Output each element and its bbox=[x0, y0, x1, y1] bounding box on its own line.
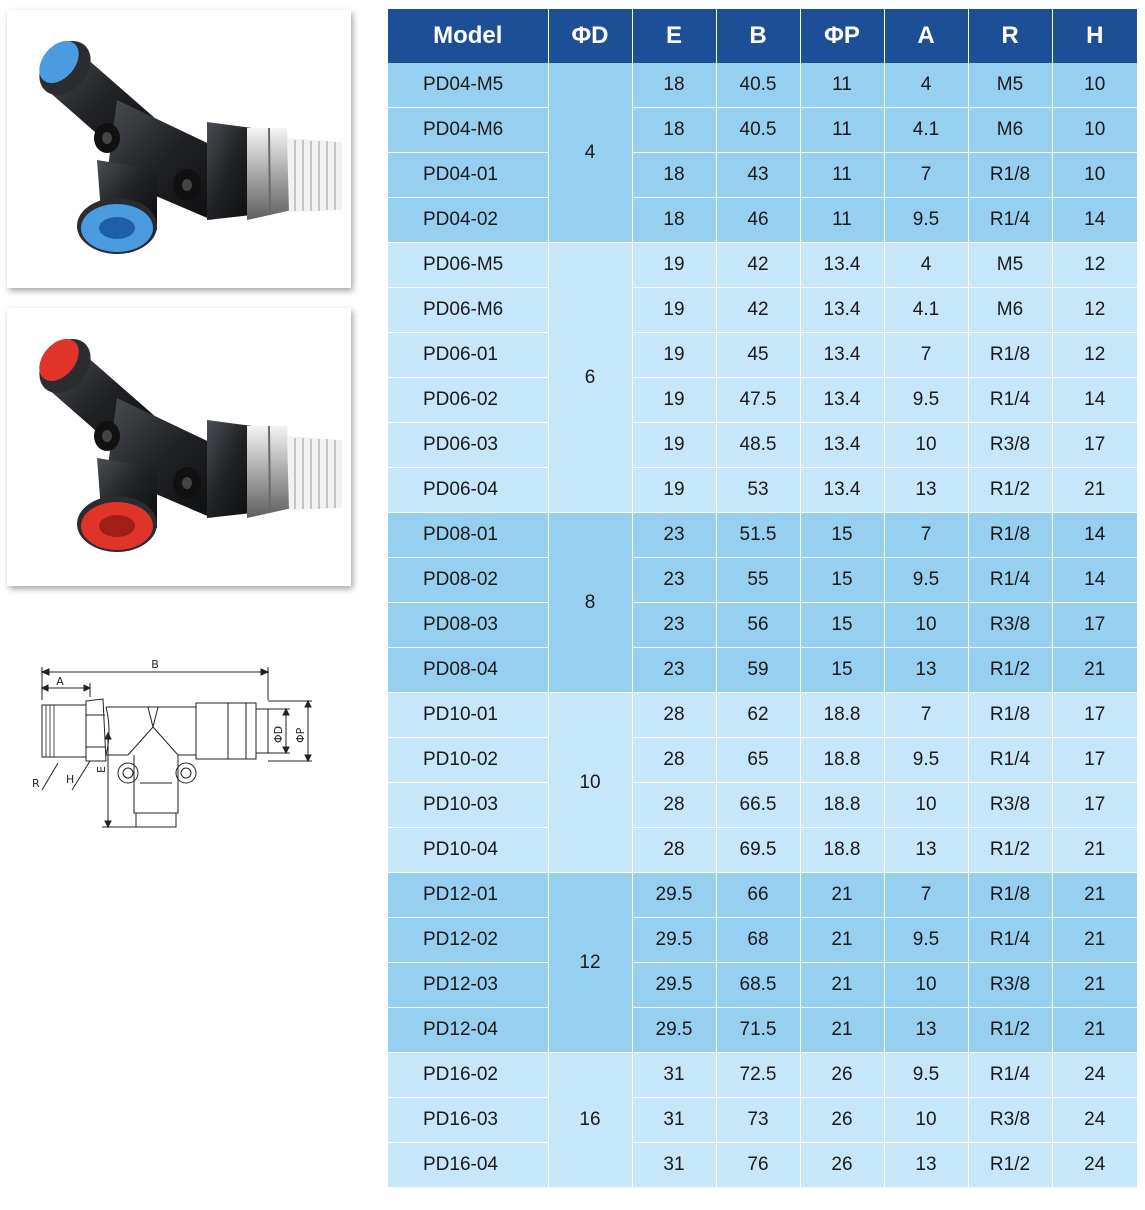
cell-a: 7 bbox=[884, 873, 968, 918]
diagram-label-p: ΦP bbox=[294, 727, 307, 743]
cell-r: R1/8 bbox=[968, 513, 1052, 558]
cell-model: PD10-02 bbox=[388, 738, 548, 783]
cell-a: 9.5 bbox=[884, 558, 968, 603]
cell-p: 15 bbox=[800, 603, 884, 648]
cell-model: PD06-03 bbox=[388, 423, 548, 468]
cell-b: 40.5 bbox=[716, 63, 800, 108]
cell-b: 66.5 bbox=[716, 783, 800, 828]
cell-e: 19 bbox=[632, 288, 716, 333]
cell-e: 23 bbox=[632, 603, 716, 648]
cell-model: PD04-M5 bbox=[388, 63, 548, 108]
cell-h: 14 bbox=[1052, 558, 1137, 603]
cell-h: 14 bbox=[1052, 198, 1137, 243]
cell-e: 18 bbox=[632, 153, 716, 198]
diagram-label-b: B bbox=[151, 658, 159, 671]
cell-p: 15 bbox=[800, 513, 884, 558]
cell-r: R1/4 bbox=[968, 738, 1052, 783]
cell-b: 68.5 bbox=[716, 963, 800, 1008]
cell-model: PD08-01 bbox=[388, 513, 548, 558]
cell-p: 13.4 bbox=[800, 333, 884, 378]
specification-table bbox=[388, 9, 1137, 1188]
cell-e: 31 bbox=[632, 1143, 716, 1188]
cell-r: R1/4 bbox=[968, 1053, 1052, 1098]
cell-e: 28 bbox=[632, 783, 716, 828]
cell-b: 66 bbox=[716, 873, 800, 918]
cell-model: PD12-02 bbox=[388, 918, 548, 963]
cell-p: 21 bbox=[800, 963, 884, 1008]
cell-p: 13.4 bbox=[800, 243, 884, 288]
table-row bbox=[388, 63, 1137, 108]
table-row bbox=[388, 198, 1137, 243]
cell-a: 7 bbox=[884, 513, 968, 558]
cell-r: R3/8 bbox=[968, 963, 1052, 1008]
cell-p: 18.8 bbox=[800, 693, 884, 738]
header-d: ΦD bbox=[548, 9, 632, 63]
cell-model: PD16-04 bbox=[388, 1143, 548, 1188]
cell-model: PD08-03 bbox=[388, 603, 548, 648]
cell-e: 18 bbox=[632, 63, 716, 108]
table-row bbox=[388, 288, 1137, 333]
cell-model: PD04-02 bbox=[388, 198, 548, 243]
cell-p: 18.8 bbox=[800, 738, 884, 783]
cell-h: 17 bbox=[1052, 603, 1137, 648]
table-row bbox=[388, 738, 1137, 783]
cell-b: 47.5 bbox=[716, 378, 800, 423]
table-row bbox=[388, 513, 1137, 558]
cell-e: 19 bbox=[632, 378, 716, 423]
cell-e: 19 bbox=[632, 243, 716, 288]
cell-r: R3/8 bbox=[968, 423, 1052, 468]
cell-h: 24 bbox=[1052, 1143, 1137, 1188]
cell-r: R1/2 bbox=[968, 648, 1052, 693]
dimension-drawing bbox=[28, 655, 328, 835]
cell-model: PD04-M6 bbox=[388, 108, 548, 153]
cell-e: 28 bbox=[632, 828, 716, 873]
cell-model: PD08-02 bbox=[388, 558, 548, 603]
cell-h: 12 bbox=[1052, 288, 1137, 333]
cell-r: M6 bbox=[968, 108, 1052, 153]
cell-b: 68 bbox=[716, 918, 800, 963]
cell-e: 29.5 bbox=[632, 963, 716, 1008]
header-b: B bbox=[716, 9, 800, 63]
cell-h: 14 bbox=[1052, 378, 1137, 423]
cell-r: R1/4 bbox=[968, 558, 1052, 603]
cell-e: 19 bbox=[632, 333, 716, 378]
cell-e: 31 bbox=[632, 1098, 716, 1143]
cell-d-group: 4 bbox=[548, 63, 632, 243]
cell-e: 29.5 bbox=[632, 918, 716, 963]
cell-b: 53 bbox=[716, 468, 800, 513]
cell-e: 29.5 bbox=[632, 873, 716, 918]
cell-h: 12 bbox=[1052, 243, 1137, 288]
cell-r: R1/4 bbox=[968, 378, 1052, 423]
cell-r: R3/8 bbox=[968, 603, 1052, 648]
cell-h: 10 bbox=[1052, 108, 1137, 153]
cell-model: PD10-03 bbox=[388, 783, 548, 828]
table-row bbox=[388, 1008, 1137, 1053]
cell-r: R3/8 bbox=[968, 783, 1052, 828]
cell-h: 12 bbox=[1052, 333, 1137, 378]
table-row bbox=[388, 783, 1137, 828]
table-row bbox=[388, 468, 1137, 513]
cell-b: 46 bbox=[716, 198, 800, 243]
cell-e: 28 bbox=[632, 693, 716, 738]
table-row bbox=[388, 153, 1137, 198]
cell-model: PD06-04 bbox=[388, 468, 548, 513]
cell-d-group: 12 bbox=[548, 873, 632, 1053]
cell-b: 73 bbox=[716, 1098, 800, 1143]
table-row bbox=[388, 873, 1137, 918]
cell-h: 17 bbox=[1052, 738, 1137, 783]
cell-p: 11 bbox=[800, 198, 884, 243]
cell-a: 9.5 bbox=[884, 378, 968, 423]
cell-a: 13 bbox=[884, 468, 968, 513]
cell-r: R1/2 bbox=[968, 1008, 1052, 1053]
cell-model: PD12-01 bbox=[388, 873, 548, 918]
cell-h: 17 bbox=[1052, 783, 1137, 828]
cell-a: 10 bbox=[884, 783, 968, 828]
cell-p: 15 bbox=[800, 648, 884, 693]
cell-h: 24 bbox=[1052, 1053, 1137, 1098]
cell-h: 21 bbox=[1052, 963, 1137, 1008]
cell-r: R1/4 bbox=[968, 918, 1052, 963]
cell-e: 29.5 bbox=[632, 1008, 716, 1053]
cell-b: 55 bbox=[716, 558, 800, 603]
cell-b: 69.5 bbox=[716, 828, 800, 873]
tee-fitting-drawing-icon bbox=[28, 655, 328, 835]
cell-d-group: 8 bbox=[548, 513, 632, 693]
tee-fitting-red-icon bbox=[7, 308, 351, 586]
table-header-row bbox=[388, 9, 1137, 63]
cell-e: 23 bbox=[632, 513, 716, 558]
cell-h: 21 bbox=[1052, 468, 1137, 513]
diagram-label-e: E bbox=[95, 766, 108, 773]
cell-d-group: 6 bbox=[548, 243, 632, 513]
cell-h: 10 bbox=[1052, 153, 1137, 198]
cell-a: 10 bbox=[884, 963, 968, 1008]
cell-b: 56 bbox=[716, 603, 800, 648]
cell-h: 14 bbox=[1052, 513, 1137, 558]
cell-p: 13.4 bbox=[800, 378, 884, 423]
cell-a: 7 bbox=[884, 333, 968, 378]
table-row bbox=[388, 963, 1137, 1008]
header-h: H bbox=[1052, 9, 1137, 63]
cell-model: PD16-02 bbox=[388, 1053, 548, 1098]
cell-r: R1/8 bbox=[968, 693, 1052, 738]
cell-r: R1/8 bbox=[968, 153, 1052, 198]
cell-a: 4.1 bbox=[884, 108, 968, 153]
cell-b: 40.5 bbox=[716, 108, 800, 153]
cell-e: 31 bbox=[632, 1053, 716, 1098]
cell-h: 10 bbox=[1052, 63, 1137, 108]
cell-p: 26 bbox=[800, 1098, 884, 1143]
cell-r: R1/2 bbox=[968, 468, 1052, 513]
cell-b: 65 bbox=[716, 738, 800, 783]
cell-d-group: 10 bbox=[548, 693, 632, 873]
cell-b: 48.5 bbox=[716, 423, 800, 468]
header-e: E bbox=[632, 9, 716, 63]
cell-model: PD08-04 bbox=[388, 648, 548, 693]
cell-r: R1/8 bbox=[968, 333, 1052, 378]
cell-a: 10 bbox=[884, 423, 968, 468]
cell-model: PD06-01 bbox=[388, 333, 548, 378]
header-model: Model bbox=[388, 9, 548, 63]
cell-model: PD06-M6 bbox=[388, 288, 548, 333]
cell-p: 11 bbox=[800, 63, 884, 108]
table-row bbox=[388, 603, 1137, 648]
cell-p: 13.4 bbox=[800, 288, 884, 333]
product-photo-red bbox=[7, 308, 351, 586]
table-row bbox=[388, 918, 1137, 963]
cell-e: 19 bbox=[632, 423, 716, 468]
cell-p: 13.4 bbox=[800, 423, 884, 468]
cell-b: 62 bbox=[716, 693, 800, 738]
cell-e: 28 bbox=[632, 738, 716, 783]
table-row bbox=[388, 828, 1137, 873]
table-row bbox=[388, 1098, 1137, 1143]
cell-b: 76 bbox=[716, 1143, 800, 1188]
table-row bbox=[388, 378, 1137, 423]
cell-a: 9.5 bbox=[884, 198, 968, 243]
cell-b: 43 bbox=[716, 153, 800, 198]
cell-a: 10 bbox=[884, 1098, 968, 1143]
cell-model: PD16-03 bbox=[388, 1098, 548, 1143]
cell-h: 21 bbox=[1052, 873, 1137, 918]
cell-model: PD04-01 bbox=[388, 153, 548, 198]
table-body bbox=[388, 63, 1137, 1188]
header-p: ΦP bbox=[800, 9, 884, 63]
cell-a: 9.5 bbox=[884, 918, 968, 963]
diagram-label-r: R bbox=[32, 777, 40, 790]
cell-p: 11 bbox=[800, 153, 884, 198]
cell-a: 4 bbox=[884, 243, 968, 288]
tee-fitting-blue-icon bbox=[7, 10, 351, 288]
cell-p: 11 bbox=[800, 108, 884, 153]
cell-p: 21 bbox=[800, 1008, 884, 1053]
cell-b: 42 bbox=[716, 243, 800, 288]
cell-r: R1/4 bbox=[968, 198, 1052, 243]
cell-a: 13 bbox=[884, 828, 968, 873]
cell-e: 18 bbox=[632, 108, 716, 153]
cell-e: 18 bbox=[632, 198, 716, 243]
table-row bbox=[388, 333, 1137, 378]
cell-b: 42 bbox=[716, 288, 800, 333]
cell-p: 18.8 bbox=[800, 783, 884, 828]
diagram-label-d: ΦD bbox=[272, 725, 285, 743]
cell-p: 21 bbox=[800, 918, 884, 963]
cell-b: 71.5 bbox=[716, 1008, 800, 1053]
cell-a: 7 bbox=[884, 693, 968, 738]
cell-a: 9.5 bbox=[884, 1053, 968, 1098]
product-photo-blue bbox=[7, 10, 351, 288]
cell-model: PD10-01 bbox=[388, 693, 548, 738]
cell-a: 13 bbox=[884, 1143, 968, 1188]
cell-h: 21 bbox=[1052, 1008, 1137, 1053]
header-r: R bbox=[968, 9, 1052, 63]
cell-e: 23 bbox=[632, 648, 716, 693]
cell-model: PD06-M5 bbox=[388, 243, 548, 288]
cell-a: 7 bbox=[884, 153, 968, 198]
cell-a: 4.1 bbox=[884, 288, 968, 333]
cell-a: 4 bbox=[884, 63, 968, 108]
table-row bbox=[388, 1053, 1137, 1098]
cell-h: 17 bbox=[1052, 693, 1137, 738]
cell-model: PD12-04 bbox=[388, 1008, 548, 1053]
cell-r: R1/8 bbox=[968, 873, 1052, 918]
cell-r: R1/2 bbox=[968, 828, 1052, 873]
diagram-label-h: H bbox=[66, 773, 75, 786]
cell-p: 26 bbox=[800, 1143, 884, 1188]
cell-r: R1/2 bbox=[968, 1143, 1052, 1188]
cell-a: 9.5 bbox=[884, 738, 968, 783]
cell-a: 13 bbox=[884, 648, 968, 693]
cell-d-group: 16 bbox=[548, 1053, 632, 1188]
table-row bbox=[388, 558, 1137, 603]
cell-r: M5 bbox=[968, 243, 1052, 288]
table-row bbox=[388, 243, 1137, 288]
cell-b: 59 bbox=[716, 648, 800, 693]
cell-p: 13.4 bbox=[800, 468, 884, 513]
cell-r: M6 bbox=[968, 288, 1052, 333]
cell-h: 21 bbox=[1052, 828, 1137, 873]
cell-p: 26 bbox=[800, 1053, 884, 1098]
cell-e: 19 bbox=[632, 468, 716, 513]
table-row bbox=[388, 693, 1137, 738]
cell-b: 45 bbox=[716, 333, 800, 378]
cell-b: 72.5 bbox=[716, 1053, 800, 1098]
cell-h: 21 bbox=[1052, 918, 1137, 963]
cell-model: PD10-04 bbox=[388, 828, 548, 873]
table-row bbox=[388, 648, 1137, 693]
cell-r: M5 bbox=[968, 63, 1052, 108]
cell-h: 21 bbox=[1052, 648, 1137, 693]
diagram-label-a: A bbox=[56, 675, 64, 688]
cell-h: 17 bbox=[1052, 423, 1137, 468]
cell-p: 21 bbox=[800, 873, 884, 918]
table-row bbox=[388, 423, 1137, 468]
cell-p: 15 bbox=[800, 558, 884, 603]
cell-e: 23 bbox=[632, 558, 716, 603]
cell-r: R3/8 bbox=[968, 1098, 1052, 1143]
table-row bbox=[388, 108, 1137, 153]
cell-model: PD12-03 bbox=[388, 963, 548, 1008]
cell-p: 18.8 bbox=[800, 828, 884, 873]
header-a: A bbox=[884, 9, 968, 63]
cell-b: 51.5 bbox=[716, 513, 800, 558]
cell-model: PD06-02 bbox=[388, 378, 548, 423]
cell-a: 13 bbox=[884, 1008, 968, 1053]
cell-h: 24 bbox=[1052, 1098, 1137, 1143]
cell-a: 10 bbox=[884, 603, 968, 648]
table-row bbox=[388, 1143, 1137, 1188]
